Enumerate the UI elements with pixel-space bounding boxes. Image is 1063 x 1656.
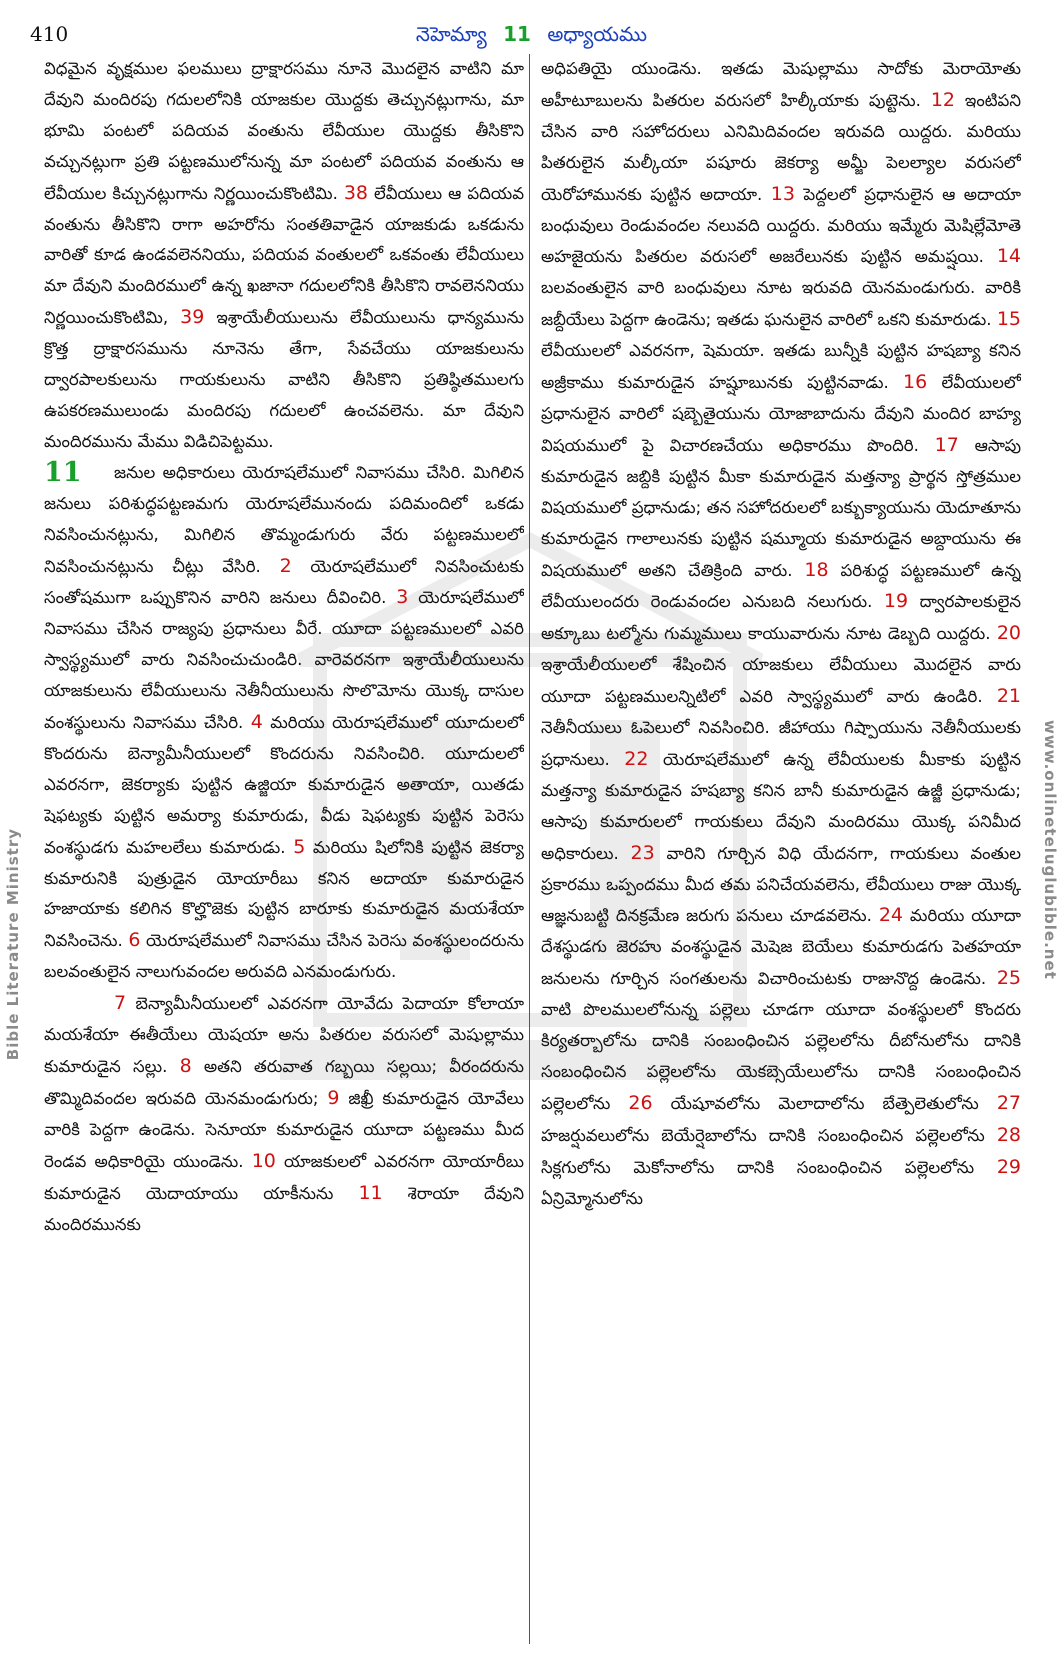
- chapter-number: 11: [44, 456, 82, 488]
- verse-number: 20: [996, 622, 1021, 645]
- text-run: ఇంటిపని చేసిన వారి సహోదరులు ఎనిమిదివందల ఇరువది యిద్దరు. మరియు పితరులైన మల్కీయా పషూరు జెకర్యా అమ్జీ పెలల్యాల వరుసలో యెరోహామునకు పుట్టిన అదాయా.: [541, 90, 1021, 204]
- text-run: ఇశ్రాయేలీయులలో శేషించిన యాజకులు లేవీయులు మొదలైన వారు యూదా పట్టణములన్నిటిలో ఎవరి స్వాస్థ్యములో వారు ఉండిరి.: [541, 655, 1021, 707]
- text-run: యెరూషలేములో ఉన్న లేవీయులకు మీకాకు పుట్టిన మత్తన్యా కుమారుడైన హషబ్యా కనిన బానీ కుమారుడైన ఉజ్జీ ప్రధానుడు; ఆసాపు కుమారులలో గాయకులు దేవుని మందిరము యొక్క పనిమీద అధికారులు.: [541, 749, 1021, 863]
- text-run: సిక్లగులోను మెకోనాలోను దానికి సంబంధించిన పల్లెలలోను: [541, 1157, 997, 1177]
- text-run: యెరూషలేములో నివాసము చేసిన రాజ్యపు ప్రధానులు వీరే. యూదా పట్టణములలో ఎవరి స్వాస్థ్యములో వారు నివసించుచుండిరి. వారెవరనగా ఇశ్రాయేలీయులును యాజకులును లేవీయులును నెతీనీయులును సొలొమోను యొక్క దాసుల వంశస్థులును నివాసము చేసిరి.: [44, 588, 524, 733]
- right-column: [541, 54, 1021, 1644]
- running-head: [0, 22, 1063, 51]
- left-paragraph-3: [44, 988, 524, 1240]
- verse-number: 29: [996, 1155, 1021, 1178]
- text-run: ఇశ్రాయేలీయులును లేవీయులును ధాన్యమును క్రొత్త ద్రాక్షారసమును నూనెను తేగా, సేవచేయు యాజకులును ద్వారపాలకులును గాయకులును వాటిని తీసికొని ప్రతిష్ఠితములగు ఉపకరణములుండు మందిరపు గదులలో ఉంచవలెను. మా దేవుని మందిరమును మేము విడిచిపెట్టము.: [44, 308, 524, 451]
- left-paragraph-2: [44, 458, 524, 988]
- text-run: మరియు యూదా దేశస్థుడగు జెరహు వంశస్థుడైన మెషెజ బెయేలు కుమారుడగు పెతహయా జనులను గూర్చిన సంగతులను విచారించుటకు రాజునొద్ద ఉండెను.: [541, 906, 1021, 989]
- running-head-chapter: 11: [503, 22, 531, 46]
- text-run: శెరాయా దేవుని మందిరమునకు: [44, 1183, 524, 1234]
- text-run: యేషూవలోను మెలాదాలోను బేత్పెలెతులోను: [652, 1093, 997, 1113]
- verse-number: 4: [250, 711, 263, 734]
- verse-number: 27: [996, 1091, 1021, 1114]
- verse-number: 12: [930, 88, 955, 111]
- text-run: పరిశుద్ధ పట్టణములో ఉన్న లేవీయులందరు రెండువందల ఎనుబది నలుగురు.: [541, 560, 1021, 612]
- verse-number: 24: [878, 904, 904, 927]
- verse-number: 14: [996, 245, 1021, 268]
- text-run: లేవీయులు ఆ పదియవ వంతును తీసికొని రాగా అహరోను సంతతివాడైన యాజకుడు ఒకడును వారితో కూడ ఉండవలెననియు, పదియవ వంతులలో ఒకవంతు లేవీయులు మా దేవుని మందిరములో ఉన్న ఖజానా గదులలోనికి తీసికొని రావలెననియు నిర్ణయించుకొంటిమి,: [44, 183, 524, 328]
- verse-number: 22: [624, 747, 649, 770]
- side-label-left: Bible Literature Ministry: [4, 828, 22, 1061]
- verse-number: 17: [934, 433, 959, 456]
- verse-number: 11: [358, 1181, 383, 1204]
- text-run: బలవంతులైన వారి బంధువులు నూట ఇరువది యెనమండుగురు. వారికి జబ్దీయేలు పెద్దగా ఉండెను; ఇతడు ఘనులైన వారిలో ఒకని కుమారుడు.: [541, 278, 1021, 330]
- verse-number: 26: [628, 1091, 653, 1114]
- text-run: విధమైన వృక్షముల ఫలములు ద్రాక్షారసము నూనె మొదలైన వాటిని మా దేవుని మందిరపు గదులలోనికి యాజకుల యొద్దకు తెచ్చునట్లుగాను, మా భూమి పంటలో పదియవ వంతును లేవీయుల యొద్దకు తీసికొని వచ్చునట్లుగా ప్రతి పట్టణములోనున్న మా పంటలో పదియవ వంతును ఆ లేవీయుల కిచ్చునట్లుగాను నిర్ణయించుకొంటిమి.: [44, 59, 524, 203]
- verse-number: 25: [996, 967, 1021, 990]
- text-run: లేవీయులలో ప్రధానులైన వారిలో షబ్బెతైయును యోజాబాదును దేవుని మందిర బాహ్య విషయములో పై విచారణచేయు అధికారము పొందిరి.: [541, 373, 1021, 455]
- text-run: బెన్యామీనీయులలో ఎవరనగా యోవేదు పెదాయా కోలాయా మయశేయా ఈతీయేలు యెషయా అను పితరుల వరుసలో మెషుల్లాము కుమారుడైన సల్లు.: [44, 994, 524, 1076]
- text-run: ఏన్రిమ్మోనులోను: [541, 1188, 643, 1208]
- verse-number: 3: [396, 586, 409, 609]
- column-divider: [529, 54, 530, 1644]
- text-run: లేవీయులలో ఎవరనగా, షెమయా. ఇతడు బున్నీకి పుట్టిన హషబ్యా కనిన అజ్రీకాము కుమారుడైన హష్షూబునకు పుట్టినవాడు.: [541, 341, 1021, 393]
- verse-number: 38: [343, 181, 369, 204]
- left-paragraph-1: [44, 54, 524, 458]
- text-run: యెరూషలేములో నివసించుటకు సంతోషముగా ఒప్పుకొనిన వారిని జనులు దీవించిరి.: [44, 556, 524, 608]
- text-run: యెరూషలేములో నివాసము చేసిన పెరెసు వంశస్థులందరును బలవంతులైన నాలుగువందల అరువది ఎనమండుగురు.: [44, 931, 524, 982]
- verse-number: 2: [279, 554, 292, 577]
- verse-number: 21: [996, 685, 1021, 708]
- side-label-right: www.onlineteluglubible.net: [1041, 720, 1059, 980]
- text-run: వాటి పొలములలోనున్న పల్లెలు చూడగా యూదా వంశస్థులలో కొందరు కిర్యతర్బాలోను దానికి సంబంధించిన పల్లెలలోను దీబోనులోను దానికి సంబంధించిన పల్లెలలోను యెకబ్సెయేలులోను దానికి సంబంధించిన పల్లెలలోను: [541, 1000, 1021, 1113]
- text-run: యాజకులలో ఎవరనగా యోయారీబు కుమారుడైన యెదాయాయు యాకీనును: [44, 1151, 524, 1203]
- text-run: హజర్షువలులోను బెయేర్షెబాలోను దానికి సంబంధించిన పల్లెలలోను: [541, 1125, 997, 1145]
- right-paragraph-1: [541, 54, 1021, 1215]
- text-run: జనుల అధికారులు యెరూషలేములో నివాసము చేసిరి. మిగిలిన జనులు పరిశుద్ధపట్టణమగు యెరూషలేమునందు పదిమందిలో ఒకడు నివసించునట్లును, మిగిలిన తొమ్మండుగురు వేరు పట్టణములలో నివసించునట్లును చీట్లు వేసిరి.: [44, 462, 524, 576]
- left-column: [44, 54, 524, 1644]
- verse-number: 28: [996, 1123, 1021, 1146]
- verse-number: 19: [883, 590, 909, 613]
- verse-number: 18: [804, 558, 829, 581]
- verse-number: 8: [179, 1055, 192, 1077]
- verse-number: 10: [251, 1149, 276, 1172]
- text-run: మరియు షిలోనికి పుట్టిన జెకర్యా కుమారునికి పుత్రుడైన యోయారీబు కనిన అదాయా కుమారుడైన హజాయాకు కలిగిన కొల్హొజెకు పుట్టిన బారూకు కుమారుడైన మయశేయా నివసించెను.: [44, 837, 524, 951]
- text-run: వారిని గూర్చిన విధి యేదనగా, గాయకులు వంతుల ప్రకారము ఒప్పందము మీద తమ పనిచేయవలెను, లేవీయులు రాజు యొక్క ఆజ్ఞనుబట్టి దినక్రమేణ జరుగు పనులు చూడవలెను.: [541, 843, 1021, 926]
- verse-number: 39: [180, 306, 205, 329]
- verse-number: 5: [293, 835, 306, 858]
- text-run: మరియు యెరూషలేములో యూదులలో కొందరును బెన్యామీనీయులలో కొందరును నివసించిరి. యూదులలో ఎవరనగా, జెకర్యాకు పుట్టిన ఉజ్జియా కుమారుడైన అతాయా, యితడు షెఫట్యకు పుట్టిన అమర్యా కుమారుడు, వీడు షెఫట్యకు పుట్టిన పెరెసు వంశస్థుడగు మహలలేలు కుమారుడు.: [44, 713, 524, 857]
- verse-number: 13: [770, 182, 795, 205]
- text-run: పెద్దలలో ప్రధానులైన ఆ అదాయా బంధువులు రెండువందల నలువది యిద్దరు. మరియు ఇమ్మేరు మెషిల్లేమోతె అహజైయను పితరుల వరుసలో అజరేలునకు పుట్టిన అమష్షయి.: [541, 184, 1021, 267]
- verse-number: 6: [128, 929, 141, 952]
- page-number: 410: [30, 22, 69, 46]
- verse-number: 23: [630, 841, 655, 864]
- text-run: నెతీనీయులు ఓపెలులో నివసించిరి. జీహాయు గిష్పాయును నెతీనీయులకు ప్రధానులు.: [541, 718, 1021, 769]
- verse-number: 16: [903, 371, 928, 394]
- verse-number: 7: [114, 992, 127, 1015]
- verse-number: 15: [996, 308, 1021, 331]
- text-run: ద్వారపాలకులైన అక్కూబు టల్మోను గుమ్మములు కాయువారును నూట డెబ్బది యిద్దరు.: [541, 592, 1021, 644]
- text-run: ఆసాపు కుమారుడైన జబ్దికి పుట్టిన మీకా కుమారుడైన మత్తన్యా ప్రార్థన స్తోత్రముల విషయములో ప్రధానుడు; తన సహోదరులలో బక్బుక్యాయును యెదూతూను కుమారుడైన గాలాలునకు పుట్టిన షమ్మూయ కుమారుడైన అబ్దాయును ఈ విషయములో అతని చేతిక్రింది వారు.: [541, 435, 1021, 580]
- running-head-book: నెహెమ్యా: [415, 22, 487, 46]
- text-run: జిఖ్రీ కుమారుడైన యోవేలు వారికి పెద్దగా ఉండెను. సెనూయా కుమారుడైన యూదా పట్టణము మీద రెండవ అధికారియై యుండెను.: [44, 1088, 524, 1171]
- text-run: అధిపతియై యుండెను. ఇతడు మెషుల్లాము సాదోకు మెరాయోతు అహీటూబులను పితరుల వరుసలో హిల్కీయాకు పుట్టెను.: [541, 59, 1021, 110]
- running-head-word: అధ్యాయము: [547, 22, 648, 46]
- text-run: అతని తరువాత గబ్బయి సల్లయి; వీరందరును తొమ్మిదివందల ఇరువది యెనమండుగురు;: [44, 1057, 524, 1108]
- verse-number: 9: [327, 1086, 340, 1109]
